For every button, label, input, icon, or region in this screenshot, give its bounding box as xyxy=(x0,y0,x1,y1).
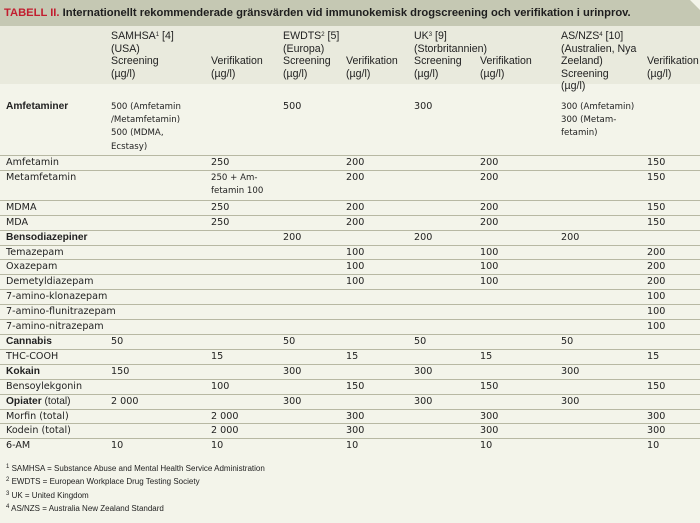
screening-value xyxy=(561,215,642,230)
screening-value xyxy=(414,424,475,439)
verification-value xyxy=(341,290,414,305)
screening-value xyxy=(561,95,642,156)
substance-label: Morfin (total) xyxy=(6,410,69,422)
verification-value xyxy=(642,364,700,379)
footnote-number: 2 xyxy=(6,477,10,484)
screening-value xyxy=(111,290,206,305)
substance-name xyxy=(0,439,111,453)
verification-value: 150 xyxy=(642,200,700,215)
screening-value xyxy=(111,275,206,290)
screening-value: 300 xyxy=(414,364,475,379)
verification-value: 200 xyxy=(642,245,700,260)
spacer xyxy=(211,30,283,43)
substance-label: Kodein (total) xyxy=(6,425,71,437)
substance-label: Amfetaminer xyxy=(6,100,69,112)
substance-label: Bensoylekgonin xyxy=(6,380,83,392)
org-footnote-ref: 1 xyxy=(155,32,160,38)
verification-value: 200 xyxy=(341,171,414,201)
value-line: Ecstasy) xyxy=(111,141,148,152)
screening-value xyxy=(283,439,341,453)
screening-value xyxy=(283,200,341,215)
table-header-row xyxy=(0,26,700,95)
screening-label: Screening xyxy=(414,55,462,67)
substance-label: 7-amino-nitrazepam xyxy=(6,321,104,333)
verification-value xyxy=(642,95,700,156)
verification-value xyxy=(206,335,283,350)
table-group-row xyxy=(0,364,700,379)
substance-name xyxy=(0,320,111,335)
table-row xyxy=(0,320,700,335)
value-line: 500 (Amfetamin xyxy=(111,101,181,112)
unit-label: (µg/l) xyxy=(647,67,672,80)
verification-value: 100 xyxy=(341,275,414,290)
header-samhsa-verification xyxy=(206,26,283,95)
screening-value xyxy=(561,305,642,320)
unit-label: (µg/l) xyxy=(561,80,586,92)
screening-value: 2 000 xyxy=(111,394,206,409)
verification-value: 15 xyxy=(642,349,700,364)
verification-value xyxy=(475,320,561,335)
substance-name xyxy=(0,290,111,305)
verification-value: 200 xyxy=(341,215,414,230)
verification-value xyxy=(206,171,283,201)
header-uk-screening xyxy=(414,26,488,95)
org-reference: [9] xyxy=(432,30,447,42)
screening-value xyxy=(414,245,475,260)
footnote xyxy=(6,489,265,502)
screening-value xyxy=(414,275,475,290)
screening-value: 300 xyxy=(561,364,642,379)
verification-value: 2 000 xyxy=(206,424,283,439)
table-group-row xyxy=(0,95,700,156)
screening-value xyxy=(283,156,341,171)
verification-value: 150 xyxy=(642,156,700,171)
spacer xyxy=(647,30,700,43)
verification-value: 200 xyxy=(341,200,414,215)
verification-value: 250 xyxy=(206,200,283,215)
screening-value xyxy=(111,156,206,171)
verification-value: 200 xyxy=(475,171,561,201)
substance-label: Bensodiazepiner xyxy=(6,231,88,243)
unit-label: (µg/l) xyxy=(480,67,505,80)
screening-value xyxy=(414,305,475,320)
table-group-row xyxy=(0,335,700,350)
table-title xyxy=(0,0,700,26)
verification-value xyxy=(206,275,283,290)
screening-value xyxy=(283,424,341,439)
verification-value xyxy=(341,230,414,245)
screening-label: Screening xyxy=(283,55,331,67)
verification-value xyxy=(206,394,283,409)
verification-label: Verifikation xyxy=(647,55,699,67)
screening-value xyxy=(111,424,206,439)
verification-value: 100 xyxy=(642,320,700,335)
verification-value: 10 xyxy=(341,439,414,453)
table-row xyxy=(0,215,700,230)
screening-value: 300 xyxy=(561,394,642,409)
drug-threshold-table xyxy=(0,26,700,453)
screening-value xyxy=(283,260,341,275)
verification-value: 10 xyxy=(475,439,561,453)
table-row xyxy=(0,200,700,215)
value-line: 250 + Am- xyxy=(211,173,258,184)
screening-value: 300 xyxy=(414,394,475,409)
value-line: 300 (Metam- xyxy=(561,114,617,125)
verification-value: 150 xyxy=(642,171,700,201)
verification-value: 200 xyxy=(642,275,700,290)
verification-value xyxy=(206,290,283,305)
screening-value xyxy=(283,245,341,260)
substance-suffix: (total) xyxy=(41,395,71,407)
verification-value: 100 xyxy=(642,290,700,305)
verification-value: 100 xyxy=(341,260,414,275)
screening-value: 50 xyxy=(414,335,475,350)
table-row xyxy=(0,379,700,394)
verification-value: 100 xyxy=(475,260,561,275)
verification-value: 250 xyxy=(206,156,283,171)
verification-value: 100 xyxy=(206,379,283,394)
screening-value xyxy=(111,260,206,275)
substance-name xyxy=(0,379,111,394)
footnote-text: AS/NZS = Australia New Zealand Standard xyxy=(9,504,164,514)
org-footnote-ref: 4 xyxy=(599,32,603,38)
verification-value: 200 xyxy=(642,260,700,275)
verification-value xyxy=(206,364,283,379)
table-row xyxy=(0,439,700,453)
substance-label: Oxazepam xyxy=(6,261,58,273)
verification-value xyxy=(341,320,414,335)
verification-value xyxy=(642,335,700,350)
screening-value xyxy=(561,320,642,335)
screening-value xyxy=(561,245,642,260)
header-ewdts-screening xyxy=(283,26,341,95)
footnote-text: UK = United Kingdom xyxy=(9,490,89,500)
header-asnzs-verification xyxy=(642,26,700,95)
substance-name xyxy=(0,424,111,439)
screening-value xyxy=(283,320,341,335)
org-footnote-ref: 3 xyxy=(428,32,433,38)
substance-name xyxy=(0,95,111,156)
substance-name xyxy=(0,394,111,409)
verification-value: 300 xyxy=(341,409,414,424)
org-reference: [4] xyxy=(159,30,174,42)
verification-value xyxy=(341,305,414,320)
unit-label: (µg/l) xyxy=(346,67,371,80)
table-body xyxy=(0,95,700,454)
verification-value: 300 xyxy=(642,424,700,439)
table-row xyxy=(0,156,700,171)
verification-value xyxy=(475,364,561,379)
verification-value: 150 xyxy=(642,379,700,394)
value-line: fetamin) xyxy=(561,128,598,139)
screening-label: Screening xyxy=(561,67,609,80)
org-region: (Storbritannien) xyxy=(414,42,488,55)
table-row xyxy=(0,349,700,364)
table-row xyxy=(0,424,700,439)
unit-label: (µg/l) xyxy=(211,67,236,80)
verification-value: 100 xyxy=(475,275,561,290)
spacer xyxy=(346,30,414,43)
verification-value xyxy=(475,230,561,245)
screening-value xyxy=(283,275,341,290)
verification-value xyxy=(642,230,700,245)
unit-label: (µg/l) xyxy=(414,67,439,80)
screening-value xyxy=(414,290,475,305)
substance-label: 6-AM xyxy=(6,440,31,452)
screening-value xyxy=(561,275,642,290)
substance-label: Cannabis xyxy=(6,336,52,347)
table-row xyxy=(0,171,700,201)
verification-value xyxy=(341,364,414,379)
table-row xyxy=(0,245,700,260)
footnote-number: 4 xyxy=(6,504,10,511)
substance-name xyxy=(0,200,111,215)
table-group-row xyxy=(0,394,700,409)
screening-value xyxy=(283,379,341,394)
org-reference: [5] xyxy=(324,30,340,42)
verification-value xyxy=(206,320,283,335)
substance-name xyxy=(0,305,116,320)
org-name: EWDTS xyxy=(283,30,322,42)
substance-label: Opiater xyxy=(6,395,42,407)
substance-name xyxy=(0,245,111,260)
screening-value: 10 xyxy=(111,439,206,453)
verification-value: 200 xyxy=(475,156,561,171)
spacer xyxy=(480,30,561,43)
footnote xyxy=(6,502,265,515)
screening-value xyxy=(561,349,642,364)
screening-value: 50 xyxy=(111,335,206,350)
screening-value: 150 xyxy=(111,364,206,379)
table-row xyxy=(0,409,700,424)
verification-value xyxy=(206,230,283,245)
screening-value xyxy=(414,171,475,201)
screening-value xyxy=(283,349,341,364)
screening-value xyxy=(414,320,475,335)
verification-value: 300 xyxy=(475,409,561,424)
verification-value: 150 xyxy=(475,379,561,394)
substance-label: Metamfetamin xyxy=(6,172,77,184)
screening-value: 300 xyxy=(414,100,433,112)
screening-label: Screening xyxy=(111,55,159,67)
screening-value: 50 xyxy=(561,335,642,350)
verification-value xyxy=(341,394,414,409)
verification-value xyxy=(642,394,700,409)
verification-value xyxy=(475,394,561,409)
screening-value xyxy=(561,424,642,439)
table-group-row xyxy=(0,230,700,245)
screening-value xyxy=(561,156,642,171)
spacer xyxy=(211,43,283,56)
org-region: (USA) xyxy=(111,42,140,55)
verification-value xyxy=(206,305,283,320)
value-line: 500 (MDMA, xyxy=(111,128,164,139)
verification-value: 150 xyxy=(341,379,414,394)
verification-value xyxy=(475,290,561,305)
verification-label: Verifikation xyxy=(346,55,398,67)
screening-value xyxy=(561,290,642,305)
verification-value xyxy=(341,95,414,156)
screening-value xyxy=(111,215,206,230)
header-ewdts-verification xyxy=(341,26,414,95)
org-name: AS/NZS xyxy=(561,30,600,42)
footnote xyxy=(6,462,265,475)
verification-label: Verifikation xyxy=(480,55,532,67)
screening-value xyxy=(283,215,341,230)
screening-value: 200 xyxy=(283,230,341,245)
unit-label: (µg/l) xyxy=(283,67,308,80)
footnotes xyxy=(6,462,265,516)
header-uk-verification xyxy=(475,26,561,95)
substance-label: MDMA xyxy=(6,201,37,213)
verification-value xyxy=(341,335,414,350)
screening-value xyxy=(414,379,475,394)
screening-value xyxy=(561,409,642,424)
screening-value xyxy=(561,260,642,275)
screening-value xyxy=(111,305,206,320)
substance-name xyxy=(0,156,111,171)
screening-value: 50 xyxy=(283,335,341,350)
header-samhsa-screening xyxy=(111,26,206,95)
screening-value xyxy=(414,156,475,171)
screening-value xyxy=(283,290,341,305)
verification-value: 200 xyxy=(475,215,561,230)
org-name: SAMHSA xyxy=(111,30,156,42)
screening-value: 300 xyxy=(283,364,341,379)
substance-label: MDA xyxy=(6,216,29,228)
org-region: (Europa) xyxy=(283,42,325,55)
verification-value: 300 xyxy=(475,424,561,439)
substance-label: Kokain xyxy=(6,365,40,377)
verification-value: 100 xyxy=(642,305,700,320)
value-line: /Metamfetamin) xyxy=(111,114,181,125)
screening-value xyxy=(414,215,475,230)
verification-value: 250 xyxy=(206,215,283,230)
verification-value: 300 xyxy=(341,424,414,439)
org-reference: [10] xyxy=(602,30,624,42)
verification-value: 2 000 xyxy=(206,409,283,424)
unit-label: (µg/l) xyxy=(111,67,136,80)
footnote-number: 3 xyxy=(6,490,10,497)
substance-label: 7-amino-klonazepam xyxy=(6,291,108,303)
substance-label: Temazepam xyxy=(6,246,64,258)
substance-name xyxy=(0,409,111,424)
screening-value xyxy=(111,379,206,394)
value-line: fetamin 100 xyxy=(211,186,264,197)
screening-value xyxy=(283,409,341,424)
footnote xyxy=(6,475,265,488)
spacer xyxy=(480,43,561,56)
verification-value xyxy=(475,95,561,156)
footnote-number: 1 xyxy=(6,464,10,470)
table-row xyxy=(0,305,700,320)
screening-value xyxy=(414,200,475,215)
screening-value xyxy=(414,439,475,453)
footnote-text: EWDTS = European Workplace Drug Testing Society xyxy=(9,477,200,487)
substance-label: Demetyldiazepam xyxy=(6,276,94,288)
value-line: 300 (Amfetamin) xyxy=(561,101,635,112)
verification-value xyxy=(475,305,561,320)
screening-value xyxy=(111,320,206,335)
table-row xyxy=(0,275,700,290)
table-caption: Internationellt rekommenderade gränsvärden vid immunokemisk drogscreening och verifikation i urinprov. xyxy=(59,7,631,19)
screening-value: 200 xyxy=(561,230,642,245)
substance-name xyxy=(0,171,111,201)
verification-value: 100 xyxy=(341,245,414,260)
verification-value xyxy=(206,245,283,260)
screening-value xyxy=(111,95,206,156)
verification-label: Verifikation xyxy=(211,55,263,67)
footnote-text: SAMHSA = Substance Abuse and Mental Health Service Administration xyxy=(9,464,265,473)
corner-fold xyxy=(690,0,700,10)
table-row xyxy=(0,290,700,305)
substance-name xyxy=(0,335,111,350)
screening-value xyxy=(561,200,642,215)
screening-value xyxy=(283,171,341,201)
screening-value xyxy=(561,379,642,394)
header-blank xyxy=(0,26,111,95)
verification-value xyxy=(206,95,283,156)
verification-value: 100 xyxy=(475,245,561,260)
substance-name xyxy=(0,275,111,290)
screening-value xyxy=(561,439,642,453)
verification-value: 10 xyxy=(206,439,283,453)
verification-value: 15 xyxy=(475,349,561,364)
screening-value xyxy=(414,409,475,424)
verification-value: 10 xyxy=(642,439,700,453)
screening-value xyxy=(414,260,475,275)
substance-name xyxy=(0,260,111,275)
table-row xyxy=(0,260,700,275)
substance-label: 7-amino-flunitrazepam xyxy=(6,306,116,318)
screening-value xyxy=(111,245,206,260)
verification-value: 150 xyxy=(642,215,700,230)
substance-name xyxy=(0,364,111,379)
substance-name xyxy=(0,349,111,364)
verification-value: 200 xyxy=(341,156,414,171)
screening-value xyxy=(111,200,206,215)
substance-name xyxy=(0,230,111,245)
screening-value xyxy=(111,409,206,424)
substance-label: THC-COOH xyxy=(6,350,59,362)
header-asnzs-screening xyxy=(561,26,642,95)
screening-value xyxy=(111,349,206,364)
screening-value xyxy=(283,305,341,320)
verification-value xyxy=(475,335,561,350)
spacer xyxy=(647,43,700,56)
screening-value xyxy=(414,349,475,364)
verification-value: 15 xyxy=(341,349,414,364)
verification-value: 200 xyxy=(475,200,561,215)
org-name: UK xyxy=(414,30,429,42)
org-region: (Australien, Nya Zeeland) xyxy=(561,42,637,67)
screening-value: 300 xyxy=(283,394,341,409)
verification-value: 15 xyxy=(206,349,283,364)
substance-name xyxy=(0,215,111,230)
verification-value: 300 xyxy=(642,409,700,424)
screening-value: 500 xyxy=(283,100,302,112)
screening-value: 200 xyxy=(414,230,475,245)
screening-value xyxy=(111,171,206,201)
table-label: TABELL II. xyxy=(4,7,60,19)
verification-value xyxy=(206,260,283,275)
org-footnote-ref: 2 xyxy=(321,32,325,38)
substance-label: Amfetamin xyxy=(6,157,59,169)
screening-value xyxy=(561,171,642,201)
screening-value xyxy=(111,230,206,245)
spacer xyxy=(346,43,414,56)
